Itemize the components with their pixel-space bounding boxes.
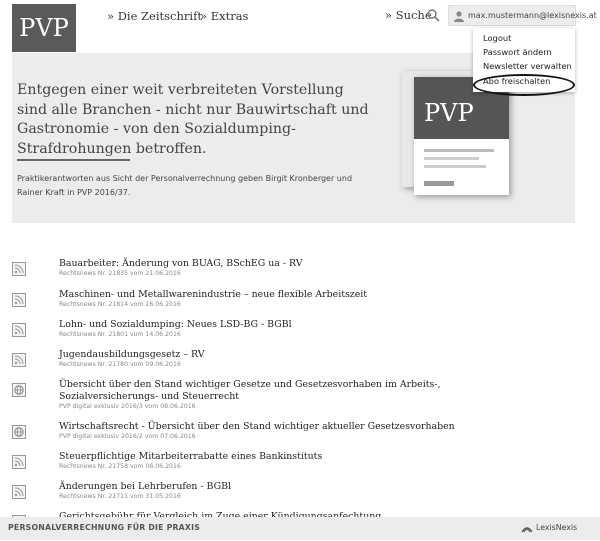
magazine-line [424, 149, 494, 152]
news-meta: Rechtsnews Nr. 21780 vom 09.06.2016 [59, 361, 181, 368]
news-item[interactable] [12, 379, 572, 415]
globe-icon [12, 425, 26, 439]
search-icon[interactable] [426, 8, 440, 22]
news-title[interactable]: Jugendausbildungsgesetz – RV [59, 349, 205, 360]
news-title[interactable]: Wirtschaftsrecht - Übersicht über den Stand wichtiger aktueller Gesetzesvorhaben [59, 421, 455, 432]
news-item[interactable] [12, 258, 572, 288]
news-meta: PVP digital exklusiv 2016/2 vom 07.06.2016 [59, 433, 196, 440]
news-item[interactable] [12, 421, 572, 451]
magazine-cover[interactable] [414, 77, 509, 195]
nav-die-zeitschrift[interactable]: » Die Zeitschrift [107, 9, 202, 23]
hero-divider [17, 159, 130, 161]
news-meta: Rechtsnews Nr. 21758 vom 06.06.2016 [59, 463, 181, 470]
news-title[interactable]: Steuerpflichtige Mitarbeiterrabatte eines Bankinstituts [59, 451, 323, 462]
search-link[interactable]: » Suche [385, 8, 432, 22]
magazine-title: PVP [424, 99, 474, 127]
footer-title: PERSONALVERRECHNUNG FÜR DIE PRAXIS [8, 523, 201, 532]
menu-item-logout[interactable]: Logout [483, 33, 512, 43]
user-icon [453, 10, 465, 22]
pvp-logo[interactable]: PVP [12, 4, 76, 52]
hero-title: Entgegen einer weit verbreiteten Vorstellung sind alle Branchen - nicht nur Bauwirtschaft und Gastronomie - von den Sozialdumping-Strafdrohungen betroffen. [17, 82, 369, 157]
footer-brand[interactable]: LexisNexis [536, 523, 578, 532]
news-item[interactable] [12, 481, 572, 511]
news-title[interactable]: Lohn- und Sozialdumping: Neues LSD-BG - BGBl [59, 319, 292, 330]
highlight-circle [473, 74, 575, 96]
user-account-button[interactable] [448, 5, 597, 26]
news-item[interactable] [12, 349, 572, 379]
rss-icon [12, 455, 26, 469]
rss-icon [12, 293, 26, 307]
rss-icon [12, 353, 26, 367]
magazine-line [424, 165, 486, 168]
news-meta: Rechtsnews Nr. 21835 vom 21.06.2016 [59, 270, 181, 277]
news-item[interactable] [12, 319, 572, 349]
magazine-publisher-mark [424, 181, 454, 186]
menu-item-activate-subscription[interactable]: Abo freischalten [483, 76, 551, 86]
rss-icon [12, 485, 26, 499]
hero-text: Praktikerantworten aus Sicht der Personalverrechnung geben Birgit Kronberger und Rainer Kraft in PVP 2016/37. [17, 174, 353, 197]
news-title[interactable]: Maschinen- und Metallwarenindustrie – neue flexible Arbeitszeit [59, 289, 368, 300]
footer-bar [0, 517, 600, 540]
news-title[interactable]: Änderungen bei Lehrberufen - BGBl [59, 481, 231, 492]
news-meta: Rechtsnews Nr. 21801 vom 14.06.2016 [59, 331, 181, 338]
news-item[interactable] [12, 451, 572, 481]
menu-item-manage-newsletter[interactable]: Newsletter verwalten [483, 61, 572, 71]
globe-icon [12, 383, 26, 397]
news-meta: Rechtsnews Nr. 21711 vom 31.05.2016 [59, 493, 181, 500]
news-title[interactable]: Bauarbeiter: Änderung von BUAG, BSchEG ua - RV [59, 258, 303, 269]
menu-item-change-password[interactable]: Passwort ändern [483, 47, 552, 57]
user-email: max.mustermann@lexisnexis.at [468, 11, 597, 20]
rss-icon [12, 262, 26, 276]
news-meta: Rechtsnews Nr. 21814 vom 16.06.2016 [59, 301, 181, 308]
lexisnexis-logo-icon [521, 523, 533, 534]
magazine-line [424, 157, 479, 160]
news-item[interactable] [12, 289, 572, 319]
rss-icon [12, 323, 26, 337]
nav-extras[interactable]: » Extras [200, 9, 249, 23]
news-meta: PVP digital exklusiv 2016/3 vom 08.06.2016 [59, 403, 196, 410]
news-title[interactable]: Übersicht über den Stand wichtiger Gesetze und Gesetzesvorhaben im Arbeits-, Sozialversicherungs- und Steuerrecht [59, 379, 441, 402]
